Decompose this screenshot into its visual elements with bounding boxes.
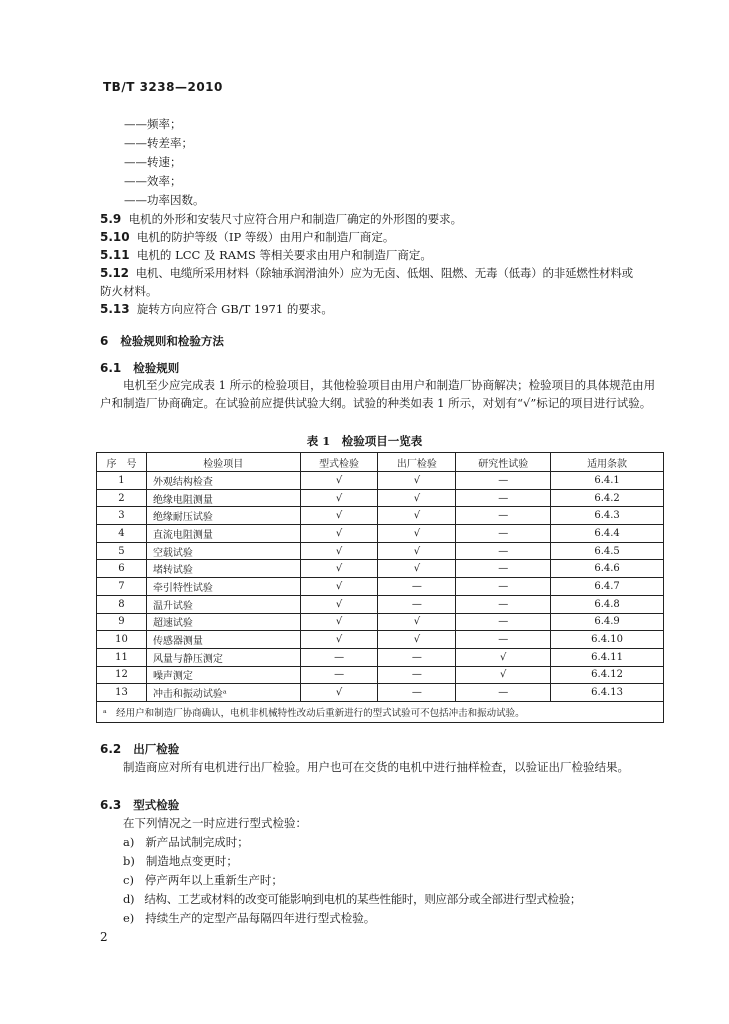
table-row <box>97 578 664 596</box>
dash-item-frequency: ——频率； <box>124 117 182 131</box>
cell: 6.4.7 <box>551 578 664 596</box>
list-item-d: d) 结构、工艺或材料的改变可能影响到电机的某些性能时，则应部分或全部进行型式检验； <box>123 892 582 906</box>
cell: √ <box>300 578 378 596</box>
cell: 绝缘电阻测量 <box>146 489 300 507</box>
list-item-a: a) 新产品试制完成时； <box>123 835 249 849</box>
table-header-row <box>97 453 664 472</box>
cell: — <box>378 666 456 684</box>
cell: 5 <box>97 542 147 560</box>
cell: — <box>456 472 551 490</box>
cell: √ <box>378 525 456 543</box>
cell: — <box>378 595 456 613</box>
cell: 6.4.4 <box>551 525 664 543</box>
dash-item-slip: ——转差率； <box>124 136 193 150</box>
cell: 堵转试验 <box>146 560 300 578</box>
cell: √ <box>300 472 378 490</box>
cell: 12 <box>97 666 147 684</box>
cell: — <box>378 648 456 666</box>
table-row <box>97 666 664 684</box>
cell: 6.4.6 <box>551 560 664 578</box>
cell: 冲击和振动试验ᵃ <box>146 684 300 702</box>
section-6-3-heading: 6.3 型式检验 <box>100 798 180 812</box>
cell: 外观结构检查 <box>146 472 300 490</box>
cell: 8 <box>97 595 147 613</box>
table-row <box>97 613 664 631</box>
clause-5-10: 5.10 电机的防护等级（IP 等级）由用户和制造厂商定。 <box>100 230 395 244</box>
cell: 6.4.5 <box>551 542 664 560</box>
cell: 6.4.11 <box>551 648 664 666</box>
cell: 6.4.9 <box>551 613 664 631</box>
table-row <box>97 631 664 649</box>
clause-5-13: 5.13 旋转方向应符合 GB/T 1971 的要求。 <box>100 302 333 316</box>
col-header-routine-test: 出厂检验 <box>378 453 456 472</box>
cell: 温升试验 <box>146 595 300 613</box>
cell: 6.4.1 <box>551 472 664 490</box>
cell: — <box>456 525 551 543</box>
cell: 空载试验 <box>146 542 300 560</box>
document-code: TB/T 3238—2010 <box>103 80 223 94</box>
dash-item-speed: ——转速； <box>124 155 182 169</box>
inspection-items-table <box>96 452 664 723</box>
cell: 10 <box>97 631 147 649</box>
table-row <box>97 595 664 613</box>
col-header-research-test: 研究性试验 <box>456 453 551 472</box>
cell: √ <box>300 507 378 525</box>
table-row <box>97 472 664 490</box>
cell: 6.4.13 <box>551 684 664 702</box>
cell: — <box>456 542 551 560</box>
clause-5-12-continued: 防火材料。 <box>100 284 158 298</box>
table-row <box>97 489 664 507</box>
section-6-1-heading: 6.1 检验规则 <box>100 361 180 375</box>
page-number: 2 <box>100 930 108 944</box>
cell: √ <box>300 560 378 578</box>
cell: 绝缘耐压试验 <box>146 507 300 525</box>
table-row <box>97 560 664 578</box>
cell: 7 <box>97 578 147 596</box>
clause-5-9: 5.9 电机的外形和安装尺寸应符合用户和制造厂确定的外形图的要求。 <box>100 212 463 226</box>
cell: 9 <box>97 613 147 631</box>
cell: √ <box>300 684 378 702</box>
cell: 6.4.3 <box>551 507 664 525</box>
dash-item-power-factor: ——功率因数。 <box>124 193 205 207</box>
cell: √ <box>378 613 456 631</box>
cell: — <box>378 578 456 596</box>
cell: √ <box>300 595 378 613</box>
table-row <box>97 507 664 525</box>
dash-item-efficiency: ——效率； <box>124 174 182 188</box>
cell: 风量与静压测定 <box>146 648 300 666</box>
cell: 11 <box>97 648 147 666</box>
table-row <box>97 525 664 543</box>
cell: — <box>300 648 378 666</box>
cell: √ <box>378 542 456 560</box>
cell: 4 <box>97 525 147 543</box>
cell: 牵引特性试验 <box>146 578 300 596</box>
cell: √ <box>378 489 456 507</box>
cell: √ <box>378 560 456 578</box>
table-note-row <box>97 701 664 722</box>
cell: 1 <box>97 472 147 490</box>
table-1-caption: 表 1 检验项目一览表 <box>306 434 423 448</box>
cell: 3 <box>97 507 147 525</box>
table-row <box>97 542 664 560</box>
cell: √ <box>378 631 456 649</box>
cell: √ <box>300 525 378 543</box>
cell: √ <box>456 666 551 684</box>
list-item-c: c) 停产两年以上重新生产时； <box>123 873 283 887</box>
cell: 13 <box>97 684 147 702</box>
clause-5-12: 5.12 电机、电缆所采用材料（除轴承润滑油外）应为无卤、低烟、阻燃、无毒（低毒）的非延燃性材料或 <box>100 266 633 280</box>
table-footnote: ᵃ 经用户和制造厂协商确认，电机非机械特性改动后重新进行的型式试验可不包括冲击和振动试验。 <box>97 701 664 722</box>
section-6-3-intro: 在下列情况之一时应进行型式检验： <box>123 816 307 830</box>
cell: 直流电阻测量 <box>146 525 300 543</box>
cell: — <box>300 666 378 684</box>
cell: 6.4.8 <box>551 595 664 613</box>
cell: — <box>456 595 551 613</box>
cell: — <box>456 578 551 596</box>
cell: 6 <box>97 560 147 578</box>
col-header-item: 检验项目 <box>146 453 300 472</box>
section-6-1-paragraph: 电机至少应完成表 1 所示的检验项目，其他检验项目由用户和制造厂协商解决；检验项目的具体规范由用户和制造厂协商确定。在试验前应提供试验大纲。试验的种类如表 1 所示，对划有“√”标记的项目进行试验。 <box>100 378 656 410</box>
cell: — <box>456 489 551 507</box>
cell: — <box>378 684 456 702</box>
cell: 6.4.10 <box>551 631 664 649</box>
cell: √ <box>456 648 551 666</box>
table-row <box>97 648 664 666</box>
cell: √ <box>300 631 378 649</box>
table-row <box>97 684 664 702</box>
col-header-type-test: 型式检验 <box>300 453 378 472</box>
cell: — <box>456 613 551 631</box>
cell: — <box>456 507 551 525</box>
cell: √ <box>300 489 378 507</box>
cell: √ <box>378 472 456 490</box>
cell: √ <box>300 613 378 631</box>
col-header-number: 序 号 <box>97 453 147 472</box>
cell: 6.4.2 <box>551 489 664 507</box>
cell: — <box>456 560 551 578</box>
cell: — <box>456 684 551 702</box>
list-item-e: e) 持续生产的定型产品每隔四年进行型式检验。 <box>123 911 376 925</box>
chapter-6-heading: 6 检验规则和检验方法 <box>100 334 224 348</box>
col-header-clause: 适用条款 <box>551 453 664 472</box>
section-6-2-paragraph: 制造商应对所有电机进行出厂检验。用户也可在交货的电机中进行抽样检查，以验证出厂检验结果。 <box>123 760 629 774</box>
cell: 传感器测量 <box>146 631 300 649</box>
cell: — <box>456 631 551 649</box>
section-6-2-heading: 6.2 出厂检验 <box>100 742 180 756</box>
cell: 超速试验 <box>146 613 300 631</box>
cell: 6.4.12 <box>551 666 664 684</box>
cell: √ <box>378 507 456 525</box>
clause-5-11: 5.11 电机的 LCC 及 RAMS 等相关要求由用户和制造厂商定。 <box>100 248 432 262</box>
cell: 2 <box>97 489 147 507</box>
cell: 噪声测定 <box>146 666 300 684</box>
cell: √ <box>300 542 378 560</box>
list-item-b: b) 制造地点变更时； <box>123 854 238 868</box>
